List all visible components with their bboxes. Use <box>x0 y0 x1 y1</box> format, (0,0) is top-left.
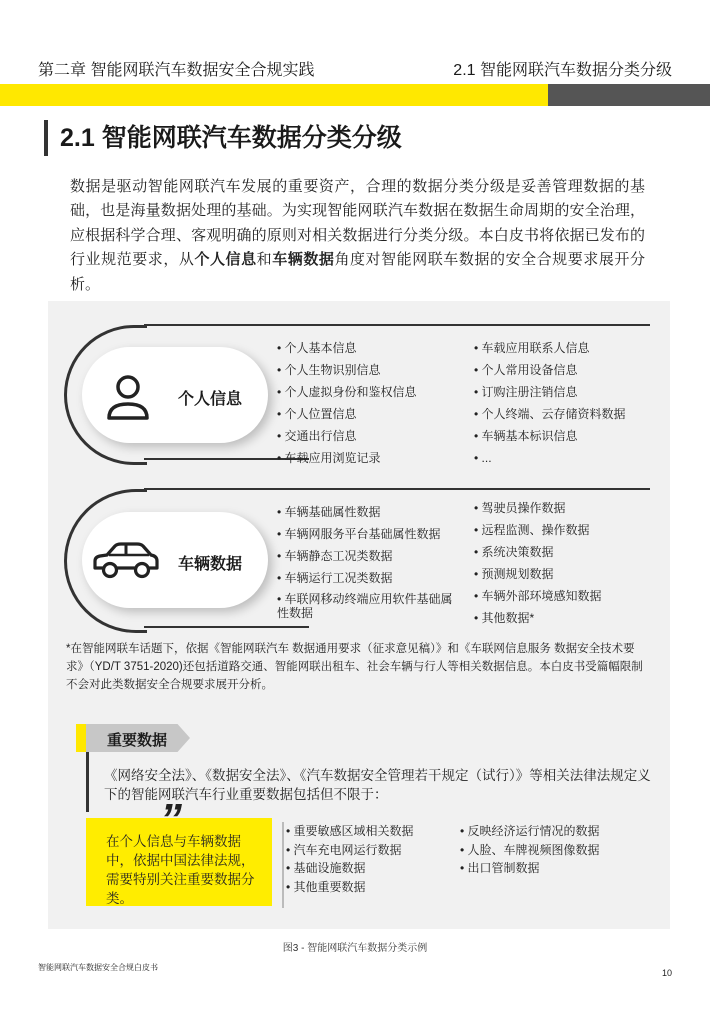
list-item: • 个人常用设备信息 <box>474 363 578 377</box>
quote-text: 在个人信息与车辆数据中，依据中国法律法规，需要特别关注重要数据分类。 <box>106 834 255 906</box>
personal-top-rule <box>144 324 650 326</box>
important-list-right <box>460 822 640 878</box>
page-number: 10 <box>661 968 672 978</box>
list-item: • 订购注册注销信息 <box>474 385 578 399</box>
important-title: 重要数据 <box>107 732 168 749</box>
list-item: • 车载应用浏览记录 <box>277 451 381 465</box>
list-item: • 交通出行信息 <box>277 429 357 443</box>
important-description: 《网络安全法》、《数据安全法》、《汽车数据安全管理若干规定（试行）》等相关法律法规定义下的智能网联汽车行业重要数据包括但不限于： <box>104 768 651 802</box>
list-item: • 出口管制数据 <box>460 861 540 875</box>
vehicle-top-rule <box>144 488 650 490</box>
personal-list-left <box>277 337 467 469</box>
vehicle-list-left <box>277 501 467 625</box>
intro-text-3: 角度对智能网联车数据的安全合规要求展开分析。 <box>70 251 645 293</box>
list-item: • 重要敏感区域相关数据 <box>286 824 414 838</box>
important-separator <box>282 822 284 908</box>
list-item: • ... <box>474 451 492 465</box>
list-item: • 反映经济运行情况的数据 <box>460 824 600 838</box>
list-item: • 个人基本信息 <box>277 341 357 355</box>
title-accent-bar <box>44 120 48 156</box>
list-item: • 个人生物识别信息 <box>277 363 381 377</box>
list-item: • 人脸、车牌视频图像数据 <box>460 842 600 857</box>
list-item: • 车辆外部环境感知数据 <box>474 589 602 603</box>
page-title: 2.1 智能网联汽车数据分类分级 <box>60 124 402 152</box>
important-list-left <box>286 822 456 896</box>
section-header: 2.1 智能网联汽车数据分类分级 <box>453 62 672 79</box>
list-item: • 车联网移动终端应用软件基础属性数据 <box>277 592 453 620</box>
list-item: • 汽车充电网运行数据 <box>286 842 402 857</box>
important-vertical-rule <box>86 752 89 812</box>
personal-list-right <box>474 337 664 469</box>
footnote: *在智能网联车话题下，依据《智能网联汽车 数据通用要求（征求意见稿）》和《车联网信息服务 数据安全技术要求》（YD/T 3751-2020)还包括道路交通、智能网联出租车、社会车辆与行人等相关数据信息。本白皮书受篇幅限制不会对此类数据安全合规要求展开分析。 <box>66 643 643 691</box>
quote-mark-icon: ” <box>160 795 182 844</box>
intro-bold-vehicle: 车辆数据 <box>272 251 335 269</box>
vehicle-list-right <box>474 497 664 629</box>
header-gray-bar <box>548 84 710 106</box>
list-item: • 基础设施数据 <box>286 861 366 875</box>
personal-bubble <box>82 347 268 443</box>
vehicle-bottom-rule <box>144 626 309 628</box>
intro-paragraph <box>70 175 645 297</box>
list-item: • 个人虚拟身份和鉴权信息 <box>277 385 417 399</box>
list-item: • 车载应用联系人信息 <box>474 341 590 355</box>
chapter-header: 第二章 智能网联汽车数据安全合规实践 <box>38 62 315 79</box>
list-item: • 其他重要数据 <box>286 879 366 894</box>
list-item: • 车辆网服务平台基础属性数据 <box>277 527 441 541</box>
important-tag-accent <box>76 724 86 752</box>
list-item: • 系统决策数据 <box>474 545 554 559</box>
vehicle-label: 车辆数据 <box>178 556 243 573</box>
intro-bold-personal: 个人信息 <box>194 251 257 269</box>
car-icon <box>90 534 162 586</box>
vehicle-bubble <box>82 512 268 608</box>
list-item: • 车辆基础属性数据 <box>277 505 381 519</box>
list-item: • 其他数据* <box>474 611 535 625</box>
intro-text-2: 和 <box>256 251 273 269</box>
header-yellow-bar <box>0 84 548 106</box>
list-item: • 车辆静态工况类数据 <box>277 549 393 563</box>
personal-label: 个人信息 <box>178 391 243 408</box>
list-item: • 预测规划数据 <box>474 567 554 581</box>
list-item: • 车辆基本标识信息 <box>474 429 578 443</box>
person-icon <box>100 369 156 425</box>
footer-doc-title: 智能网联汽车数据安全合规白皮书 <box>38 963 158 972</box>
list-item: • 远程监测、操作数据 <box>474 523 590 537</box>
list-item: • 个人位置信息 <box>277 407 357 421</box>
intro-text-1: 数据是驱动智能网联汽车发展的重要资产，合理的数据分类分级是妥善管理数据的基础，也是海量数据处理的基础。为实现智能网联汽车数据在数据生命周期的安全治理，应根据科学合理、客观明确的原则对相关数据进行分类分级。本白皮书将依据已发布的行业规范要求，从 <box>70 178 645 269</box>
list-item: • 驾驶员操作数据 <box>474 501 566 515</box>
figure-caption: 图3 - 智能网联汽车数据分类示例 <box>282 943 428 954</box>
list-item: • 车辆运行工况类数据 <box>277 571 393 585</box>
list-item: • 个人终端、云存储资料数据 <box>474 407 626 421</box>
